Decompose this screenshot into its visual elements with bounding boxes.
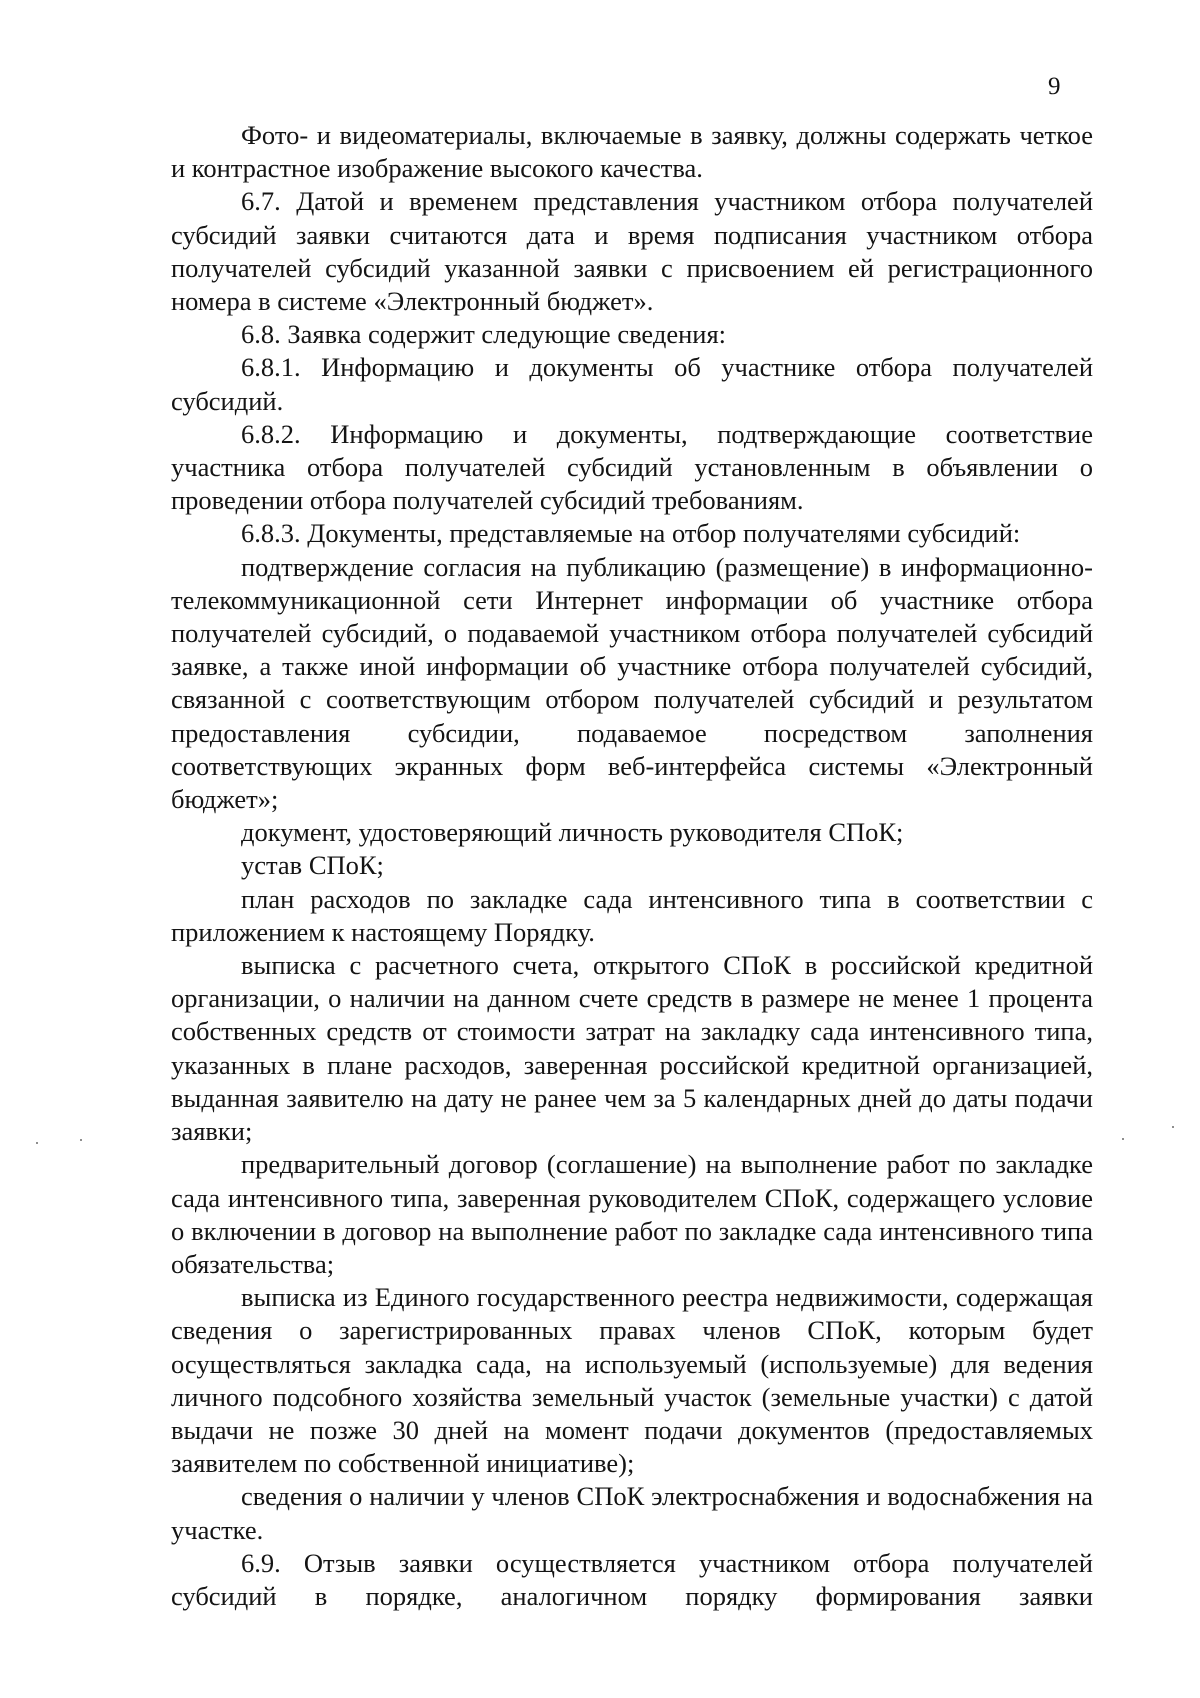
list-item-bank-statement: выписка с расчетного счета, открытого СПоК в российской кредитной организации, о наличии на данном счете средств в размере не менее 1 процента собственных средств от стоимости затрат на закладку сада интенсивного типа, указанных в плане расходов, заверенная российской кредитной организацией, выданная заявителю на дату не ранее чем за 5 календарных дней до даты подачи заявки; (171, 950, 1093, 1147)
list-item-charter: устав СПоК; (241, 850, 384, 881)
paragraph-6-9: 6.9. Отзыв заявки осуществляется участником отбора получателей субсидий в порядке, аналогичном порядку формирования заявки (171, 1547, 1093, 1611)
scan-speck-left-2 (80, 1139, 82, 1141)
scan-speck-left-1 (36, 1142, 38, 1144)
paragraph-6-8-1: 6.8.1. Информацию и документы об участнике отбора получателей субсидий. (171, 352, 1093, 416)
scan-speck-right-1 (1122, 1138, 1124, 1140)
scan-speck-right-2 (1172, 1126, 1174, 1128)
paragraph-6-8-3: 6.8.3. Документы, представляемые на отбор получателями субсидий: (241, 518, 1021, 549)
document-body (171, 119, 1093, 1613)
paragraph-photo-materials: Фото- и видеоматериалы, включаемые в заявку, должны содержать четкое и контрастное изображение высокого качества. (171, 120, 1093, 184)
list-item-expense-plan: план расходов по закладке сада интенсивного типа в соответствии с приложением к настоящему Порядку. (171, 883, 1093, 947)
paragraph-6-7: 6.7. Датой и временем представления участником отбора получателей субсидий заявки считаются дата и время подписания участником отбора получателей субсидий указанной заявки с присвоением ей регистрационного номера в системе «Электронный бюджет». (171, 186, 1093, 317)
list-item-publication-consent: подтверждение согласия на публикацию (размещение) в информационно-телекоммуникационной сети Интернет информации об участнике отбора получателей субсидий, о подаваемой участником отбора получателей субсидий заявке, а также иной информации об участнике отбора получателей субсидий, связанной с соответствующим отбором получателей субсидий и результатом предоставления субсидии, подаваемое посредством заполнения соответствующих экранных форм веб-интерфейса системы «Электронный бюджет»; (171, 551, 1093, 815)
list-item-registry-extract: выписка из Единого государственного реестра недвижимости, содержащая сведения о зарегистрированных правах членов СПоК, которым будет осуществляться закладка сада, на используемый (используемые) для ведения личного подсобного хозяйства земельный участок (земельные участки) с датой выдачи не позже 30 дней на момент подачи документов (предоставляемых заявителем по собственной инициативе); (171, 1282, 1093, 1479)
paragraph-6-8: 6.8. Заявка содержит следующие сведения: (241, 319, 727, 350)
list-item-utilities-info: сведения о наличии у членов СПоК электроснабжения и водоснабжения на участке. (171, 1481, 1093, 1545)
page-number: 9 (1048, 73, 1061, 100)
list-item-preliminary-contract: предварительный договор (соглашение) на выполнение работ по закладке сада интенсивного типа, заверенная руководителем СПоК, содержащего условие о включении в договор на выполнение работ по закладке сада интенсивного типа обязательства; (171, 1149, 1093, 1279)
paragraph-6-8-2: 6.8.2. Информацию и документы, подтверждающие соответствие участника отбора получателей субсидий установленным в объявлении о проведении отбора получателей субсидий требованиям. (171, 418, 1093, 516)
list-item-identity-document: документ, удостоверяющий личность руководителя СПоК; (241, 817, 904, 848)
